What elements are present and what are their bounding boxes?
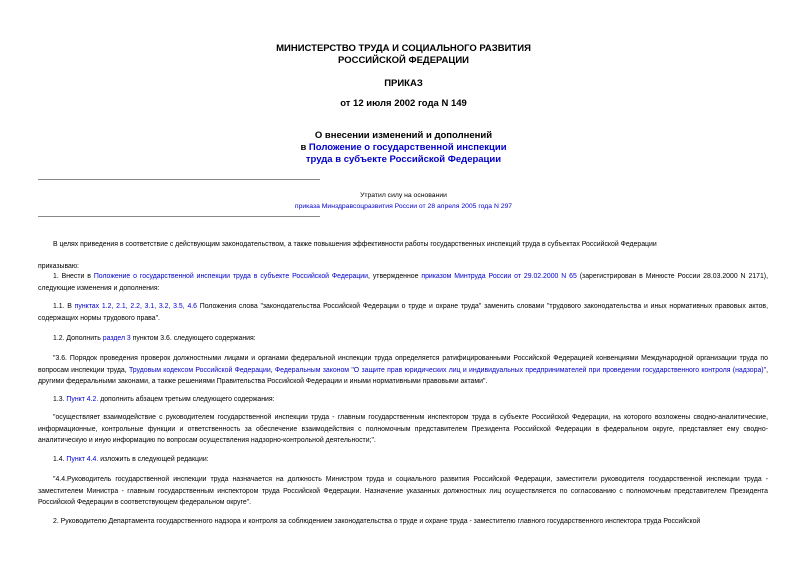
ministry-line-2: РОССИЙСКОЙ ФЕДЕРАЦИИ — [337, 55, 469, 66]
doc-title-prefix: в — [300, 142, 309, 153]
paragraph-1 — [38, 271, 768, 294]
p36-sep: , — [270, 366, 275, 374]
order-65-link[interactable]: приказом Минтруда России от 29.02.2000 N 65 — [421, 273, 577, 280]
p1-text-c: (зарегистрирован в Минюсте России 28.03.2000 N 2171), следующие изменения и дополнения: — [38, 273, 768, 292]
p13-text-b: дополнить абзацем третьим следующего содержания: — [98, 396, 275, 403]
clauses-link[interactable]: пунктах 1.2, 2.1, 2.2, 3.1, 3.2, 3.5, 4.6 — [74, 303, 198, 310]
clause-4-4-link[interactable]: Пункт 4.4. — [66, 456, 99, 463]
paragraph-2: 2. Руководителю Департамента государственного надзора и контроля за соблюдением законодательства о труде и охране труда - заместителю главного государственного инспектора труда Российской — [53, 518, 701, 525]
regulation-link[interactable]: Положение о государственной инспекции — [308, 142, 507, 153]
p13-text-a: 1.3. — [53, 396, 67, 403]
doc-title-line-2 — [0, 142, 807, 154]
p14-text-b: изложить в следующей редакции: — [98, 456, 209, 463]
doc-title — [0, 130, 807, 166]
p12-text-a: 1.2. Дополнить — [53, 335, 103, 342]
p36-text-a: "3.6. Порядок проведения проверок должностными лицами и органами федеральной инспекции труда определяется ратифицированными Российской Федерацией конвенциями Международной организации труда по вопросам инспекции труда, — [38, 355, 768, 374]
paragraph-1-1 — [38, 301, 768, 324]
regulation-link-cont[interactable]: труда в субъекте Российской Федерации — [305, 154, 502, 165]
p12-text-b: пунктом 3.6. следующего содержания: — [130, 335, 256, 342]
paragraph-3-6 — [38, 353, 768, 388]
repeal-order-link[interactable]: приказа Минздравсоцразвития России от 28 апреля 2005 года N 297 — [294, 203, 513, 210]
doc-type: ПРИКАЗ — [384, 78, 423, 89]
paragraph-order: приказываю: — [38, 263, 79, 270]
p14-text-a: 1.4. — [53, 456, 67, 463]
p11-text-a: 1.1. В — [53, 303, 75, 310]
status-note-line-2 — [0, 201, 807, 212]
clause-4-2-link[interactable]: Пункт 4.2. — [66, 396, 99, 403]
status-note-line-1: Утратил силу на основании — [360, 192, 447, 199]
p1-text-b: , утвержденное — [368, 273, 422, 280]
paragraph-quote-2: "4.4.Руководитель государственной инспекции труда назначается на должность Министром труда и социального развития Российской Федерации, заместители руководителя государственной инспекции труда - заместителем Министра - главным государственным инспектором труда Российской Федерации. Назначение указанных должностных лиц осуществляется по согласованию с полномочным представителем Президента Российской Федерации в соответствующем федеральном округе". — [38, 476, 768, 506]
p36-text-b: , другими федеральными законами, а также решениями Правительства Российской Федерации и иными нормативными правовыми актами". — [38, 366, 768, 385]
divider-top — [38, 179, 320, 180]
p11-text-b: Положения слова "законодательства Российской Федерации о труде и охране труда" заменить словами "трудового законодательства и иных нормативных правовых актов, содержащих нормы трудового права". — [38, 303, 769, 322]
doc-title-line-1: О внесении изменений и дополнений — [314, 130, 493, 141]
paragraph-1-2 — [38, 333, 768, 345]
status-note — [0, 190, 807, 212]
doc-title-line-3 — [0, 154, 807, 166]
paragraph-quote-1: "осуществляет взаимодействие с руководителем государственной инспекции труда - главным государственным инспектором труда в субъекте Российской Федерации, на которого возложены сводно-аналитические, информационные, контрольные функции и ответственность за обеспечение взаимодействия с полномочным представителем Президента Российской Федерации в федеральном округе, представляет ему сводно-аналитическую и иную информацию по вопросам осуществления надзорно-контрольной деятельности;". — [38, 414, 768, 444]
federal-law-link[interactable]: Федеральным законом "О защите прав юридических лиц и индивидуальных предпринимателей при проведении государственного контроля (надзора)" — [274, 366, 767, 374]
p1-text-a: 1. Внести в — [53, 273, 94, 280]
section-3-link[interactable]: раздел 3 — [102, 335, 131, 342]
ministry-heading — [0, 43, 807, 67]
labor-code-link[interactable]: Трудовым кодексом Российской Федерации — [128, 366, 271, 374]
paragraph-intro: В целях приведения в соответствие с действующим законодательством, а также повышения эффективности работы государственных инспекций труда в субъектах Российской Федерации — [53, 241, 657, 248]
doc-date-number: от 12 июля 2002 года N 149 — [340, 98, 467, 109]
divider-bottom — [38, 216, 320, 217]
paragraph-1-3 — [38, 394, 768, 406]
ministry-line-1: МИНИСТЕРСТВО ТРУДА И СОЦИАЛЬНОГО РАЗВИТИЯ — [276, 43, 531, 54]
paragraph-1-4 — [38, 454, 768, 466]
regulation-inline-link[interactable]: Положение о государственной инспекции труда в субъекте Российской Федерации — [93, 273, 369, 280]
